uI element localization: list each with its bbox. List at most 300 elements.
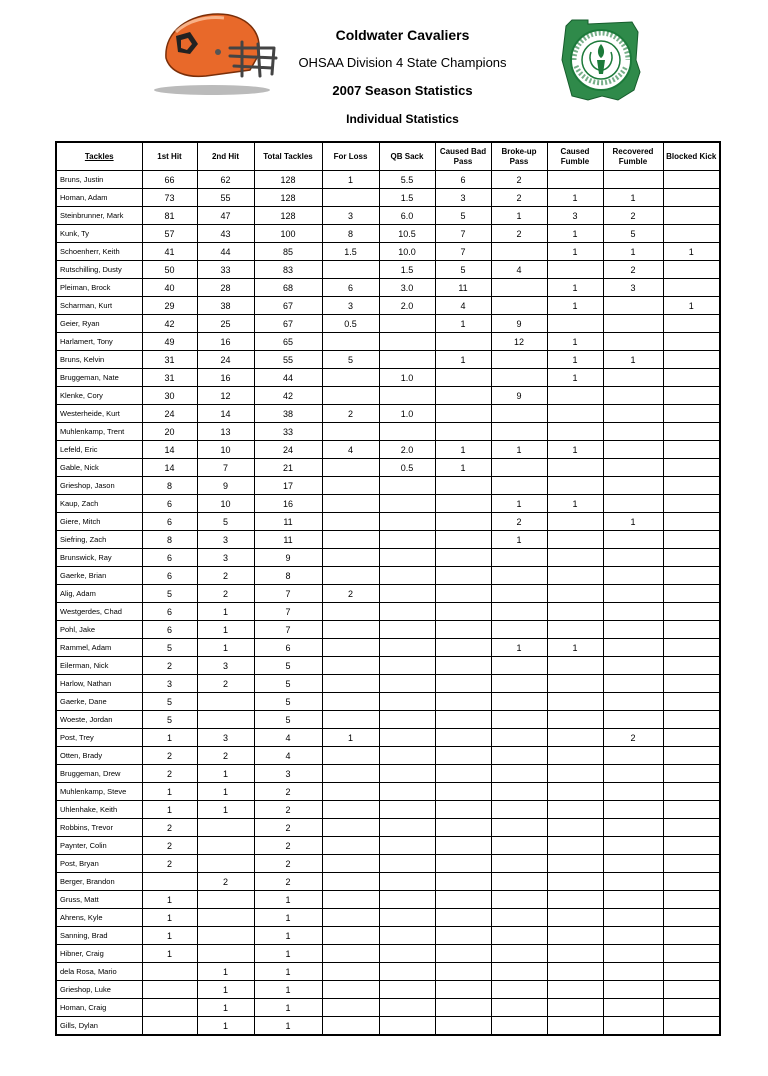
stat-cell — [491, 999, 547, 1017]
stat-cell — [663, 171, 720, 189]
stat-cell — [322, 531, 379, 549]
player-name-cell: Muhlenkamp, Steve — [56, 783, 142, 801]
stat-cell — [603, 693, 663, 711]
stat-cell — [379, 567, 435, 585]
stat-cell — [435, 855, 491, 873]
stat-cell: 1 — [142, 945, 197, 963]
stat-cell — [435, 945, 491, 963]
stat-cell — [663, 441, 720, 459]
stat-cell: 73 — [142, 189, 197, 207]
stat-cell — [379, 693, 435, 711]
stat-cell — [663, 675, 720, 693]
stat-cell — [435, 513, 491, 531]
stat-cell — [491, 873, 547, 891]
stat-cell — [379, 765, 435, 783]
stat-cell — [435, 621, 491, 639]
stat-cell: 3.0 — [379, 279, 435, 297]
player-name-cell: Westerheide, Kurt — [56, 405, 142, 423]
stat-cell — [663, 801, 720, 819]
stat-cell: 2 — [603, 207, 663, 225]
stat-cell — [663, 387, 720, 405]
stat-cell — [663, 225, 720, 243]
stat-cell — [547, 981, 603, 999]
stat-cell — [322, 675, 379, 693]
stat-cell — [491, 927, 547, 945]
stat-cell: 2 — [142, 837, 197, 855]
stat-cell: 6.0 — [379, 207, 435, 225]
stat-cell: 1 — [197, 981, 254, 999]
table-row — [56, 657, 720, 675]
stat-cell — [491, 801, 547, 819]
player-name-cell: Gills, Dylan — [56, 1017, 142, 1036]
stat-cell: 2 — [254, 819, 322, 837]
table-row — [56, 909, 720, 927]
stat-cell: 5 — [197, 513, 254, 531]
stat-cell: 17 — [254, 477, 322, 495]
stat-cell: 44 — [254, 369, 322, 387]
stat-cell — [435, 423, 491, 441]
stat-cell — [547, 459, 603, 477]
stat-cell: 1.0 — [379, 369, 435, 387]
stat-cell: 1 — [254, 891, 322, 909]
stat-cell — [663, 639, 720, 657]
stat-cell — [435, 837, 491, 855]
player-name-cell: Westgerdes, Chad — [56, 603, 142, 621]
stat-cell — [322, 603, 379, 621]
stat-cell — [435, 819, 491, 837]
stat-cell — [603, 405, 663, 423]
stat-cell — [322, 477, 379, 495]
stat-cell — [435, 783, 491, 801]
stat-cell: 41 — [142, 243, 197, 261]
player-name-cell: Harlow, Nathan — [56, 675, 142, 693]
stat-cell — [547, 531, 603, 549]
stat-cell — [491, 945, 547, 963]
stat-cell: 43 — [197, 225, 254, 243]
stat-cell: 1 — [435, 441, 491, 459]
stat-cell — [491, 747, 547, 765]
player-name-cell: Paynter, Colin — [56, 837, 142, 855]
stat-cell: 7 — [435, 243, 491, 261]
stat-cell — [547, 549, 603, 567]
stat-cell: 50 — [142, 261, 197, 279]
stat-cell — [547, 423, 603, 441]
column-header: 1st Hit — [142, 142, 197, 171]
stat-cell: 5 — [142, 585, 197, 603]
stat-cell — [491, 243, 547, 261]
stat-cell — [197, 927, 254, 945]
player-name-cell: Bruns, Justin — [56, 171, 142, 189]
player-name-cell: Bruggeman, Nate — [56, 369, 142, 387]
stat-cell — [379, 891, 435, 909]
table-row — [56, 171, 720, 189]
stat-cell — [547, 927, 603, 945]
player-name-cell: Grieshop, Jason — [56, 477, 142, 495]
table-row — [56, 243, 720, 261]
stat-cell — [603, 585, 663, 603]
stat-cell: 1 — [254, 909, 322, 927]
stat-cell — [603, 549, 663, 567]
stat-cell — [322, 423, 379, 441]
table-row — [56, 441, 720, 459]
stat-cell: 8 — [322, 225, 379, 243]
football-helmet-icon — [146, 10, 282, 96]
stat-cell: 1 — [322, 171, 379, 189]
stat-cell — [322, 567, 379, 585]
stat-cell — [663, 729, 720, 747]
stat-cell — [663, 261, 720, 279]
stat-cell: 2 — [197, 747, 254, 765]
stat-cell — [491, 963, 547, 981]
stat-cell: 1 — [197, 639, 254, 657]
stat-cell — [547, 171, 603, 189]
stat-cell: 1 — [254, 1017, 322, 1036]
stat-cell: 21 — [254, 459, 322, 477]
stat-cell — [491, 405, 547, 423]
stat-cell: 128 — [254, 189, 322, 207]
player-name-cell: Geier, Ryan — [56, 315, 142, 333]
season-title: 2007 Season Statistics — [332, 83, 473, 98]
stat-cell — [603, 297, 663, 315]
stat-cell: 30 — [142, 387, 197, 405]
stat-cell: 0.5 — [322, 315, 379, 333]
stat-cell: 5 — [142, 693, 197, 711]
stat-cell: 1 — [547, 351, 603, 369]
stat-cell — [435, 567, 491, 585]
player-name-cell: Uhlenhake, Keith — [56, 801, 142, 819]
stat-cell: 9 — [197, 477, 254, 495]
stat-cell — [322, 693, 379, 711]
stat-cell — [547, 567, 603, 585]
stat-cell — [547, 315, 603, 333]
stat-cell — [491, 909, 547, 927]
stat-cell — [435, 1017, 491, 1036]
stat-cell: 2.0 — [379, 441, 435, 459]
stat-cell — [322, 513, 379, 531]
player-name-cell: Pleiman, Brock — [56, 279, 142, 297]
stat-cell — [322, 945, 379, 963]
table-row — [56, 963, 720, 981]
stat-cell: 1.5 — [322, 243, 379, 261]
player-name-cell: Kunk, Ty — [56, 225, 142, 243]
stat-cell — [663, 513, 720, 531]
stat-cell — [663, 333, 720, 351]
stat-cell — [663, 531, 720, 549]
table-row — [56, 603, 720, 621]
stat-cell — [491, 567, 547, 585]
stat-cell — [322, 765, 379, 783]
stat-cell: 29 — [142, 297, 197, 315]
stat-cell: 8 — [254, 567, 322, 585]
stat-cell: 2 — [197, 675, 254, 693]
stat-cell — [379, 675, 435, 693]
column-header: QB Sack — [379, 142, 435, 171]
stat-cell: 6 — [435, 171, 491, 189]
stat-cell — [491, 297, 547, 315]
stat-cell: 5 — [254, 675, 322, 693]
stat-cell: 2 — [197, 585, 254, 603]
stat-cell: 66 — [142, 171, 197, 189]
stat-cell — [547, 603, 603, 621]
player-name-cell: Gaerke, Brian — [56, 567, 142, 585]
stat-cell — [435, 963, 491, 981]
stat-cell: 7 — [254, 603, 322, 621]
stat-cell: 1 — [254, 963, 322, 981]
player-name-cell: Rammel, Adam — [56, 639, 142, 657]
stat-cell: 1 — [197, 765, 254, 783]
stat-cell — [197, 945, 254, 963]
stat-cell — [603, 315, 663, 333]
stat-cell — [379, 531, 435, 549]
stat-cell — [603, 639, 663, 657]
stat-cell — [435, 531, 491, 549]
stat-cell — [322, 819, 379, 837]
player-name-cell: Rutschilling, Dusty — [56, 261, 142, 279]
player-name-cell: Grieshop, Luke — [56, 981, 142, 999]
stat-cell — [491, 369, 547, 387]
stat-cell: 2 — [142, 747, 197, 765]
stat-cell: 3 — [197, 657, 254, 675]
stat-cell — [547, 711, 603, 729]
stat-cell — [547, 1017, 603, 1036]
player-name-cell: Bruns, Kelvin — [56, 351, 142, 369]
stat-cell — [547, 837, 603, 855]
stat-cell — [491, 783, 547, 801]
table-row — [56, 873, 720, 891]
stat-cell — [379, 747, 435, 765]
player-name-cell: Gaerke, Dane — [56, 693, 142, 711]
stat-cell — [379, 801, 435, 819]
stat-cell — [603, 441, 663, 459]
stat-cell — [379, 549, 435, 567]
stat-cell: 57 — [142, 225, 197, 243]
stat-cell — [603, 855, 663, 873]
stat-cell: 2 — [491, 189, 547, 207]
stat-cell: 16 — [197, 369, 254, 387]
stat-cell — [663, 549, 720, 567]
stat-cell: 11 — [254, 531, 322, 549]
stat-cell: 2 — [254, 837, 322, 855]
tackles-stats-table — [55, 141, 721, 1036]
stat-cell: 6 — [254, 639, 322, 657]
stat-cell: 5 — [142, 639, 197, 657]
stat-cell: 2 — [142, 765, 197, 783]
stat-cell: 2 — [254, 873, 322, 891]
stat-cell: 1 — [547, 225, 603, 243]
stat-cell: 1 — [254, 981, 322, 999]
stat-cell: 1 — [142, 801, 197, 819]
player-name-cell: Schoenherr, Keith — [56, 243, 142, 261]
stat-cell — [435, 891, 491, 909]
stat-cell — [322, 963, 379, 981]
stat-cell — [435, 405, 491, 423]
stat-cell: 1 — [603, 351, 663, 369]
stat-cell — [322, 459, 379, 477]
stat-cell: 1 — [197, 999, 254, 1017]
table-row — [56, 585, 720, 603]
stat-cell — [663, 999, 720, 1017]
stat-cell — [379, 729, 435, 747]
stat-cell: 47 — [197, 207, 254, 225]
table-row — [56, 945, 720, 963]
stat-cell: 24 — [142, 405, 197, 423]
stat-cell — [603, 981, 663, 999]
stat-cell: 55 — [197, 189, 254, 207]
table-row — [56, 207, 720, 225]
stat-cell — [197, 891, 254, 909]
stat-cell: 6 — [142, 621, 197, 639]
stat-cell: 3 — [197, 729, 254, 747]
stat-cell: 1 — [254, 927, 322, 945]
stat-cell: 1 — [435, 315, 491, 333]
stat-cell — [322, 891, 379, 909]
stat-cell — [322, 747, 379, 765]
stat-cell — [379, 423, 435, 441]
stat-cell: 2 — [491, 171, 547, 189]
stat-cell: 10.5 — [379, 225, 435, 243]
stat-cell — [379, 621, 435, 639]
stat-cell: 42 — [254, 387, 322, 405]
table-row — [56, 1017, 720, 1036]
title-block — [270, 22, 535, 129]
stat-cell: 5 — [254, 657, 322, 675]
stat-cell — [603, 369, 663, 387]
table-row — [56, 495, 720, 513]
stat-cell — [603, 567, 663, 585]
player-name-cell: Siefring, Zach — [56, 531, 142, 549]
player-name-cell: Hibner, Craig — [56, 945, 142, 963]
stat-cell — [491, 675, 547, 693]
player-name-cell: Homan, Craig — [56, 999, 142, 1017]
stat-cell: 85 — [254, 243, 322, 261]
stat-cell — [491, 855, 547, 873]
stat-cell — [322, 873, 379, 891]
stat-cell — [197, 693, 254, 711]
stat-cell: 3 — [435, 189, 491, 207]
stat-cell: 1 — [142, 891, 197, 909]
stat-cell: 42 — [142, 315, 197, 333]
stat-cell — [379, 333, 435, 351]
stat-cell: 49 — [142, 333, 197, 351]
stat-cell: 4 — [254, 747, 322, 765]
stat-cell — [663, 711, 720, 729]
stat-cell: 2 — [603, 261, 663, 279]
stat-cell — [435, 909, 491, 927]
table-row — [56, 801, 720, 819]
stat-cell — [435, 999, 491, 1017]
stat-cell — [547, 945, 603, 963]
stat-cell: 31 — [142, 369, 197, 387]
stat-cell — [322, 981, 379, 999]
stat-cell — [435, 639, 491, 657]
stat-cell: 2.0 — [379, 297, 435, 315]
stat-cell — [435, 981, 491, 999]
stat-cell: 3 — [197, 549, 254, 567]
stat-cell — [547, 261, 603, 279]
table-row — [56, 891, 720, 909]
stat-cell — [491, 549, 547, 567]
stat-cell — [603, 819, 663, 837]
stat-cell: 10 — [197, 495, 254, 513]
stat-cell — [197, 819, 254, 837]
stat-cell — [663, 747, 720, 765]
stat-cell: 2 — [491, 225, 547, 243]
column-header: Tackles — [56, 142, 142, 171]
stat-cell — [547, 909, 603, 927]
stat-cell: 3 — [254, 765, 322, 783]
player-name-cell: Lefeld, Eric — [56, 441, 142, 459]
stat-cell: 1 — [663, 297, 720, 315]
stat-cell: 1 — [142, 909, 197, 927]
stat-cell — [663, 585, 720, 603]
stat-cell — [379, 1017, 435, 1036]
stat-cell: 1 — [254, 999, 322, 1017]
stat-cell — [379, 999, 435, 1017]
stat-cell — [663, 369, 720, 387]
stat-cell — [197, 711, 254, 729]
stat-cell: 5.5 — [379, 171, 435, 189]
player-name-cell: Gruss, Matt — [56, 891, 142, 909]
stat-cell: 1 — [197, 801, 254, 819]
stat-cell: 5 — [254, 711, 322, 729]
stat-cell: 1 — [435, 459, 491, 477]
stat-cell — [603, 747, 663, 765]
stat-cell — [435, 477, 491, 495]
table-row — [56, 621, 720, 639]
stat-cell: 1 — [491, 495, 547, 513]
stat-cell — [379, 783, 435, 801]
stat-cell: 1 — [491, 639, 547, 657]
stat-cell — [547, 873, 603, 891]
stat-cell — [379, 639, 435, 657]
stat-cell — [547, 693, 603, 711]
stat-cell — [663, 495, 720, 513]
stat-cell — [491, 459, 547, 477]
stat-cell: 81 — [142, 207, 197, 225]
stat-cell: 5 — [322, 351, 379, 369]
table-row — [56, 423, 720, 441]
stat-cell — [547, 747, 603, 765]
stat-cell — [663, 945, 720, 963]
stat-cell: 10 — [197, 441, 254, 459]
stat-cell: 24 — [254, 441, 322, 459]
stat-cell — [491, 657, 547, 675]
stat-cell — [491, 477, 547, 495]
stat-cell — [603, 837, 663, 855]
player-name-cell: Kaup, Zach — [56, 495, 142, 513]
stat-cell: 1 — [435, 351, 491, 369]
table-row — [56, 639, 720, 657]
stat-cell — [322, 927, 379, 945]
player-name-cell: Klenke, Cory — [56, 387, 142, 405]
stat-cell: 9 — [254, 549, 322, 567]
stat-cell — [663, 765, 720, 783]
stat-cell: 2 — [254, 855, 322, 873]
stat-cell — [547, 477, 603, 495]
stat-cell: 1 — [197, 603, 254, 621]
stat-cell: 1 — [197, 1017, 254, 1036]
stat-cell: 1.0 — [379, 405, 435, 423]
table-row — [56, 693, 720, 711]
stat-cell — [603, 801, 663, 819]
stat-cell: 11 — [435, 279, 491, 297]
stat-cell — [435, 873, 491, 891]
stat-cell: 6 — [142, 603, 197, 621]
player-name-cell: Alig, Adam — [56, 585, 142, 603]
stat-cell — [491, 891, 547, 909]
stat-cell: 3 — [603, 279, 663, 297]
stat-cell — [663, 351, 720, 369]
